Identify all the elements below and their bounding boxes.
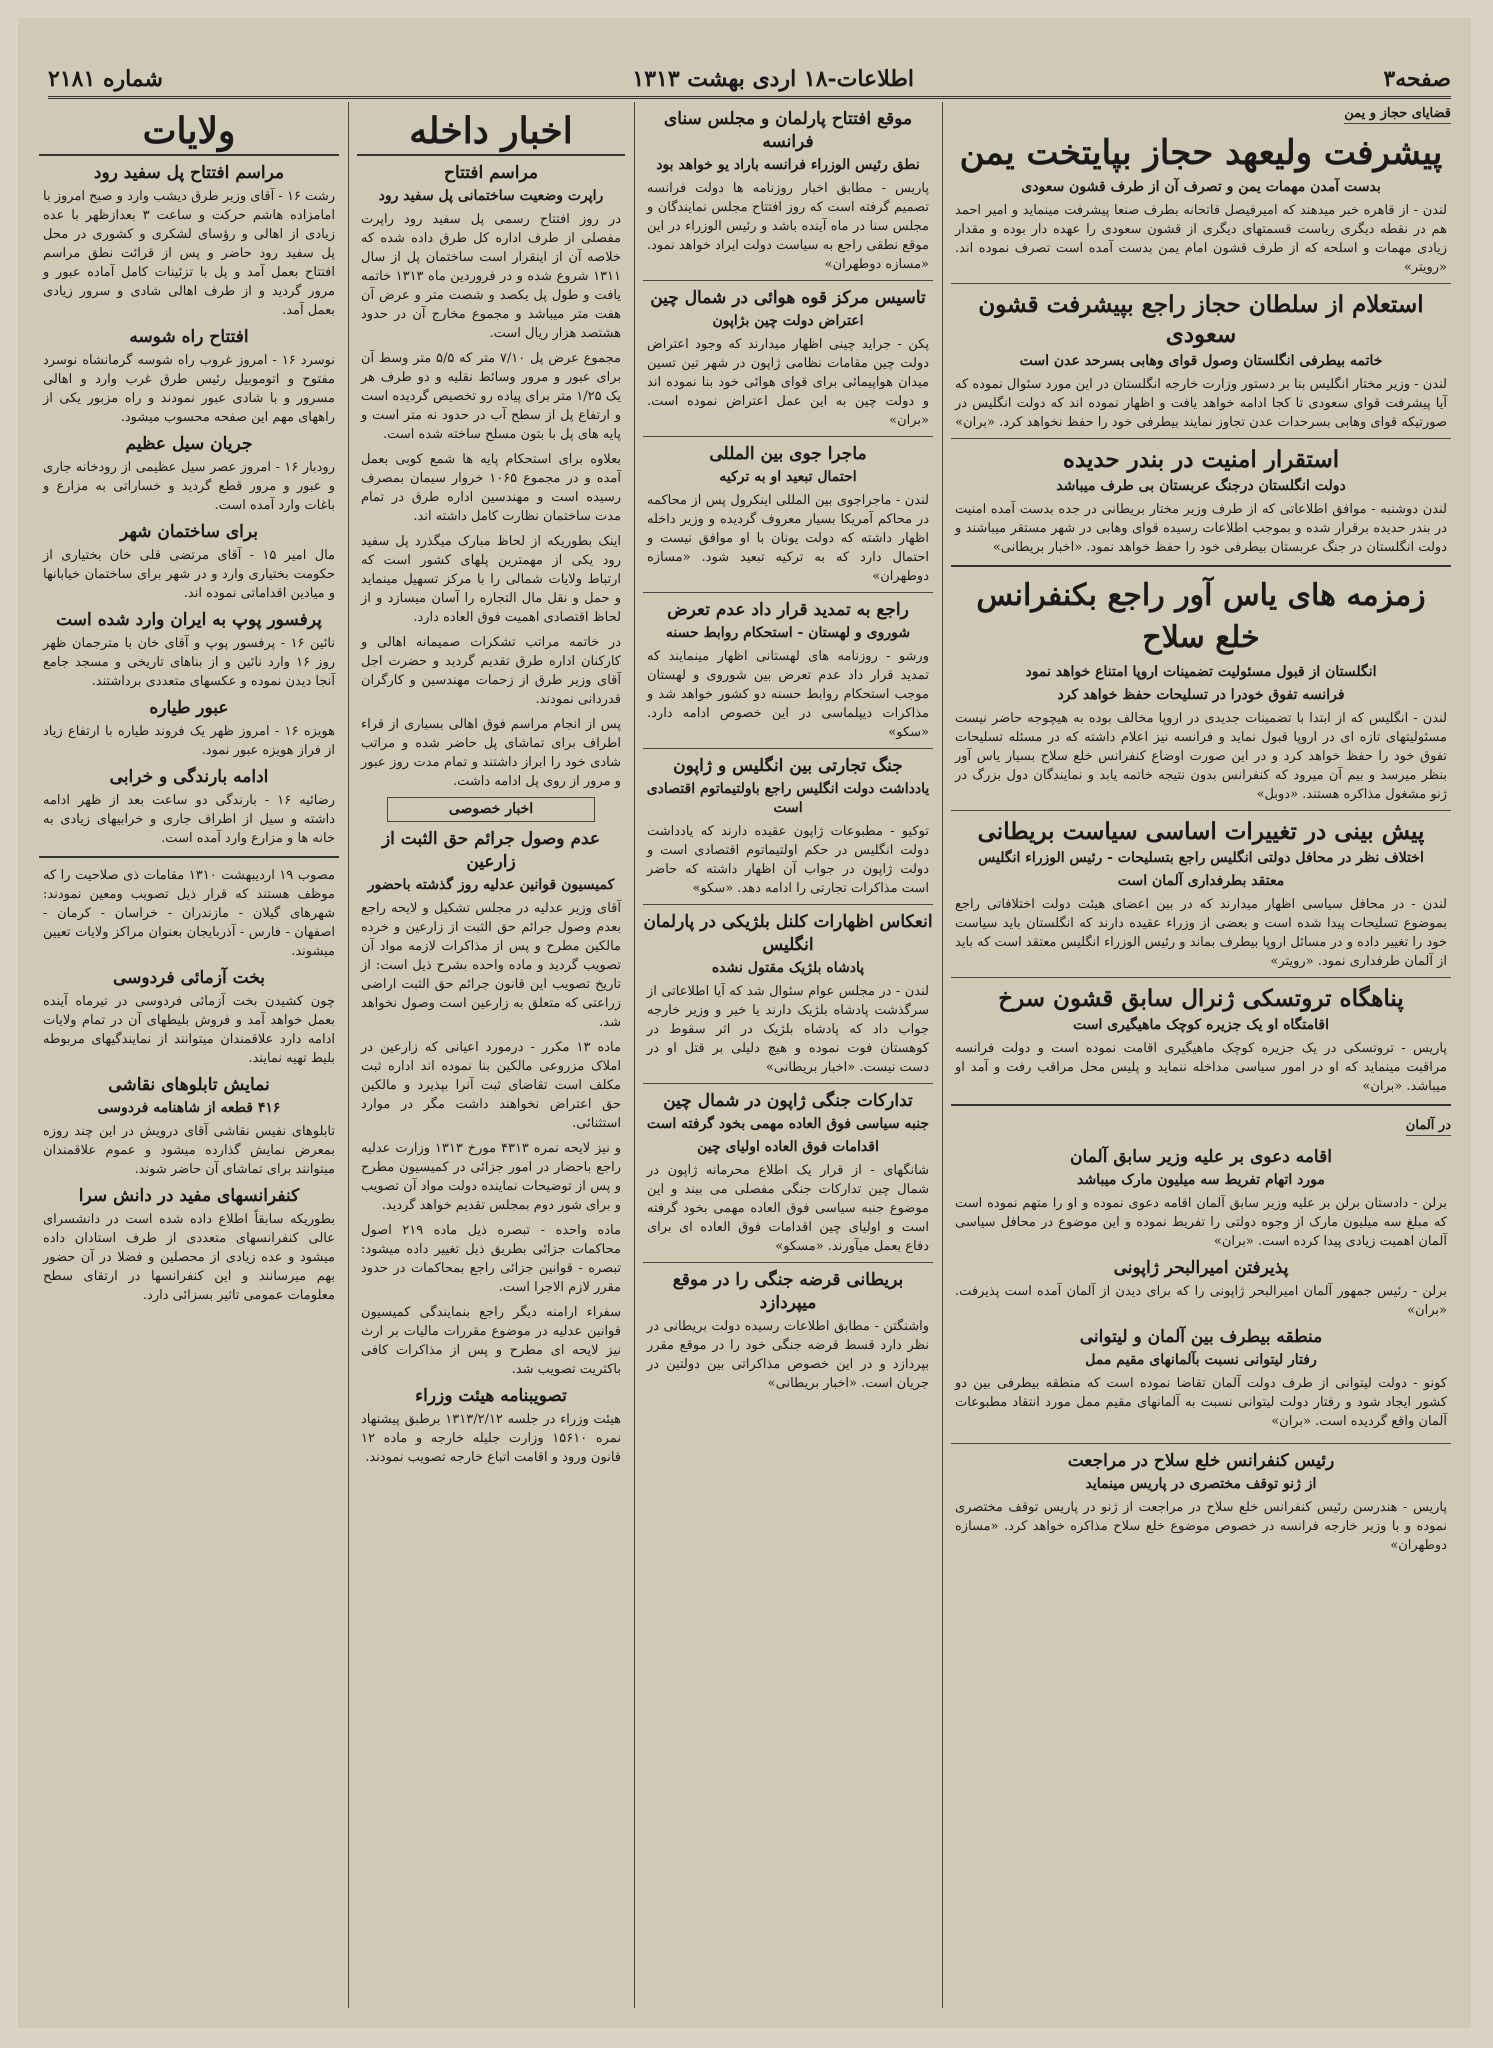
article-body: نوسرد ۱۶ - امروز غروب راه شوسه گرمانشاه نوسرد مفتوح و اتوموبیل رئیس طرق غرب وارد و اهالی مسرور و با شادی عبور نمودند و راه مزبور یکی از راههای مهم این صفحه محسوب میشود. [43, 353, 335, 425]
article-body: رشت ۱۶ - آقای وزیر طرق دیشب وارد و صبح امروز با امامزاده هاشم حرکت و ساعت ۳ بعدازظهر با عده زیادی از اهالی و رؤسای لشکری و کشوری در محل پل سفید رود حاضر و پس از قرائت نطق مراسم افتتاح بعمل آمد و پل با تزئینات کامل آماده عبور و مرور گردید و از طرف اهالی شادی و سرور زیادی بعمل آمد. [43, 189, 335, 318]
column-domestic-news [357, 102, 625, 2008]
article-headline: جنگ تجارتی بین انگلیس و ژاپون [673, 756, 903, 776]
column-provinces [39, 102, 339, 2008]
article-body: توکیو - مطبوعات ژاپون عقیده دارند که یادداشت دولت انگلیس در حکم اولتیماتوم اقتصادی است و دولت ژاپون در جواب آن اظهار داشته که حاضر است مذاکرات تجارتی را ادامه دهد. «سکو» [647, 824, 929, 896]
article-headline: جریان سیل عظیم [125, 434, 253, 454]
article-headline: نمایش تابلوهای نقاشی [108, 1075, 270, 1095]
article-subheadline: کمیسیون قوانین عدلیه روز گذشته باحضور [367, 877, 615, 893]
article-headline: عبور طیاره [149, 698, 229, 718]
article-body: لندن - در مجلس عوام سئوال شد که آیا اطلاعاتی از سرگذشت پادشاه بلژیک دارند یا خیر و وزیر خارجه جواب داد که پادشاه بلژیک در اثر سقوط در کوهستان فوت نموده و هیچ دلیلی بر قتل او در دست نیست. «اخبار بریطانی» [647, 984, 929, 1075]
article-headline: برای ساختمان شهر [120, 522, 258, 542]
article-body: در روز افتتاح رسمی پل سفید رود راپرت مفصلی از طرف اداره کل طرق داده شده که خلاصه آن از اینقرار است ساختمان پل از سال ۱۳۱۱ شروع شده و در فروردین ماه ۱۳۱۳ خاتمه یافت و طول پل یکصد و شصت متر و عرض آن هفت متر میباشد و مجموع مخارج آن در حدود هشتصد هزار ریال است. [361, 212, 621, 341]
article-headline: بخت آزمائی فردوسی [112, 968, 266, 988]
article-subheadline: جنبه سیاسی فوق العاده مهمی بخود گرفته است [646, 1116, 930, 1132]
article-body: شانگهای - از قرار یک اطلاع محرمانه ژاپون در شمال چین تدارکات جنگی مفصلی می بیند و این موضوع جنبه سیاسی فوق العاده مهمی بخود گرفته است و اولیای چین اقدامات فوق العاده ای برای دفاع بعمل میآورند. «مسکو» [647, 1163, 929, 1254]
lead-subheadline: بدست آمدن مهمات یمن و تصرف آن از طرف قشون سعودی [1021, 179, 1381, 195]
article-headline: بریطانی قرضه جنگی را در موقع میپردازد [672, 1270, 904, 1313]
article-body: چون کشیدن بخت آزمائی فردوسی در تیرماه آینده بعمل خواهد آمد و فروش بلیطهای آن در تمام ولایات ادامه دارد علاقمندان میتوانند از نمایندگیهای مربوطه بلیط تهیه نمایند. [43, 994, 335, 1066]
article-subheadline: احتمال تبعید او به ترکیه [719, 469, 857, 485]
article-subheadline: ۴۱۶ قطعه از شاهنامه فردوسی [97, 1100, 281, 1116]
article-headline: تصویبنامه هیئت وزراء [415, 1386, 567, 1406]
article-body: پاریس - مطابق اخبار روزنامه ها دولت فرانسه تصمیم گرفته است که روز افتتاح مجلس نمایندگان و مجلس سنا در ماه آینده باشد و رئیس الوزراء در این موقع نطقی راجع به سیاست دولت ایراد خواهد نمود. «مسازه دوطهران» [647, 181, 929, 272]
article-body: ماده ۱۳ مکرر - درمورد اعیانی که زارعین در املاک مزروعی مالکین بنا نموده اند اداره ثبت مکلف است تقاضای ثبت آنرا بپذیرد و مالکین حق اعتراض نخواهند داشت مگر در موارد استثنائی. [361, 1040, 621, 1131]
article-body: برلن - دادستان برلن بر علیه وزیر سابق آلمان اقامه دعوی نموده و او را متهم نموده است که مبلغ سه میلیون مارک از وجوه دولتی را تفریط نموده و این موضوع در محافل سیاسی آلمان اهمیت زیادی پیدا کرده است. «بران» [955, 1196, 1447, 1249]
article-body: پس از انجام مراسم فوق اهالی بسیاری از قراء اطراف برای تماشای پل حاضر شده و مراتب شادی خود را ابراز داشتند و تمام مدت روز عبور و مرور از روی پل ادامه داشت. [361, 717, 621, 789]
page-number: صفحه۳ [1383, 66, 1451, 92]
article-headline: استقرار امنیت در بندر حدیده [1062, 446, 1340, 473]
article-headline: پرفسور پوپ به ایران وارد شده است [56, 610, 322, 630]
article-body: هیئت وزراء در جلسه ۱۳۱۳/۲/۱۲ برطبق پیشنهاد نمره ۱۵۶۱۰ وزارت جلیله خارجه و ماده ۱۲ قانون ورود و اقامت اتباع خارجه تصویب نمودند. [361, 1412, 621, 1465]
article-subheadline: فرانسه تفوق خودرا در تسلیحات حفظ خواهد کرد [1057, 687, 1345, 703]
column-world-news [643, 102, 933, 2008]
page-header [48, 56, 1451, 99]
article-body: نائین ۱۶ - پرفسور پوپ و آقای خان با مترجمان ظهر روز ۱۶ وارد نائین و از بناهای تاریخی و مسجد جامع آنجا دیدن نموده و عکسهای متعددی برداشتند. [43, 636, 336, 689]
article-headline: موقع افتتاح پارلمان و مجلس سنای فرانسه [663, 109, 913, 152]
article-headline: ماجرا جوی بین المللی [709, 444, 867, 464]
article-headline: پذیرفتن امیرالبحر ژاپونی [1113, 1258, 1289, 1278]
article-subheadline: رفتار لیتوانی نسبت بآلمانهای مقیم ممل [1085, 1352, 1317, 1368]
article-subheadline: مورد اتهام تفریط سه میلیون مارک میباشد [1077, 1172, 1325, 1188]
article-body: پکن - جراید چینی اظهار میدارند که وجود اعتراض دولت چین مقامات نظامی ژاپون در شهر تین تسین میدان هواپیمائی برای قوای هوائی خود بنا نموده اند و دولت چین به این عمل اعتراض نموده است. «بران» [647, 337, 929, 428]
article-headline: راجع به تمدید قرار داد عدم تعرض [667, 600, 909, 620]
article-body: لندن - وزیر مختار انگلیس بنا بر دستور وزارت خارجه انگلستان در این مورد سئوال نموده که آیا پیشرفت قوای سعودی تا کجا ادامه خواهد یافت و اظهار نموده اند که دولت انگلیس در صورتیکه قوای وهابی بسرحدات عدن تجاوز نمایند بیطرفی خود را حفظ نخواهد کرد. «بران» [955, 377, 1447, 430]
article-headline: رئیس کنفرانس خلع سلاح در مراجعت [1067, 1451, 1335, 1471]
article-body: لندن - در محافل سیاسی اظهار میدارند که در بین اعضای هیئت دولت اختلافاتی راجع بموضوع تسلیحات پیدا شده است و بعضی از وزراء عقیده دارند که انگلستان باید سیاست خود را تغییر داده و در مسائل اروپا بیطرف بماند و رئیس الوزراء انگلیس معتقد است که باید از آلمان طرفداری نمود. «رویتر» [955, 897, 1448, 969]
article-body: لندن - از قاهره خبر میدهند که امیرفیصل فاتحانه بطرف صنعا پیشرفت مینماید و امیر احمد هم در نقطه دیگری ریاست قسمتهای دیگری از قشون سعودی را عهده دار بوده و مقدار زیادی مهمات و اسلحه که از طرف قشون امام یمن بدست آمده است تصرف نموده اند. «رویتر» [955, 203, 1447, 275]
article-body: پاریس - هندرسن رئیس کنفرانس خلع سلاح در مراجعت از ژنو در پاریس توقف مختصری نموده و با وزیر خارجه فرانسه در خصوص موضوع خلع سلاح مذاکره خواهد کرد. «مسازه دوطهران» [955, 1500, 1447, 1553]
article-subheadline: دولت انگلستان درجنگ عربستان بی طرف میباشد [1056, 478, 1346, 494]
article-body: و نیز لایحه نمره ۴۳۱۳ مورخ ۱۳۱۳ وزارت عدلیه راجع باحضار در امور جزائی در کمیسیون مطرح و پس از توضیحات نماینده دولت مواد آن تصویب و برای شور دوم بمجلس تقدیم خواهد گردید. [361, 1141, 621, 1213]
article-body: ورشو - روزنامه های لهستانی اظهار مینمایند که تمدید قرار داد عدم تعرض بین شوروی و لهستان موجب استحکام روابط حسنه دو کشور خواهد شد و مذاکرات دیپلماسی در این خصوص ادامه دارد. «سکو» [647, 649, 929, 740]
article-body: پاریس - تروتسکی در یک جزیره کوچک ماهیگیری اقامت نموده است و دولت فرانسه مراقبت مینماید که او در امور سیاسی مداخله ننماید و پلیس محل مراقب رفت و آمد او میباشد. «بران» [955, 1041, 1447, 1094]
article-subheadline: اعتراض دولت چین بژاپون [712, 313, 864, 329]
article-headline: منطقه بیطرف بین آلمان و لیتوانی [1079, 1327, 1323, 1347]
article-body: در خاتمه مراتب تشکرات صمیمانه اهالی و کارکنان اداره طرق تقدیم گردید و حضرت اجل آقای وزیر طرق از زحمات مهندسین و کارگران قدردانی نمودند. [361, 635, 621, 707]
article-subheadline: پادشاه بلژیک مقتول نشده [711, 960, 865, 976]
article-headline: استعلام از سلطان حجاز راجع بپیشرفت قشون سعودی [978, 291, 1424, 348]
article-subheadline: انگلستان از قبول مسئولیت تضمینات اروپا امتناع خواهد نمود [1025, 664, 1377, 680]
article-headline: مراسم افتتاح [444, 163, 538, 183]
article-headline: اقامه دعوی بر علیه وزیر سابق آلمان [1070, 1147, 1332, 1167]
article-body: بعلاوه برای استحکام پایه ها شمع کوبی بعمل آمده و در مجموع ۱۰۶۵ خروار سیمان بمصرف رسیده است و مهندسین اداره طرق در تمام مدت ساختمان نظارت کامل داشته اند. [361, 452, 622, 524]
article-body: کونو - دولت لیتوانی از طرف دولت آلمان تقاضا نموده است که منطقه بیطرفی بین دو کشور ایجاد شود و رفتار دولت لیتوانی نسبت به آلمانهای مقیم ممل مورد انتقاد مطبوعات آلمان واقع گردیده است. «بران» [955, 1376, 1447, 1429]
section-title: اخبار خصوصی [387, 797, 595, 822]
lead-headline: پیشرفت ولیعهد حجاز بپایتخت یمن [959, 133, 1443, 173]
dateline: اطلاعات-۱۸ اردی بهشت ۱۳۱۳ [632, 66, 914, 92]
article-body: تابلوهای نفیس نقاشی آقای درویش در این چند روزه بمعرض نمایش گذارده میشود و عموم علاقمندان میتوانند برای تماشای آن حاضر شوند. [43, 1124, 335, 1177]
article-body: لندن - انگلیس که از ابتدا با تضمینات جدیدی در اروپا مخالف بوده به هیچوجه حاضر نیست مسئولیتهای تازه ای در اروپا قبول نماید و فرانسه نیز اعلام داشته که در مسئله تسلیحات تفوق خود را حفظ خواهد کرد و در این صورت اوضاع کنفرانس خلع سلاح بسیار یاس آور بنظر میرسد و بیم آن میرود که کنفرانس بدون نتیجه خاتمه یابد و نمایندگان دول بزرگ در ژنو مشغول مذاکره هستند. «دوبل» [955, 711, 1447, 802]
article-subheadline: شوروی و لهستان - استحکام روابط حسنه [665, 625, 911, 641]
section-masthead: اخبار داخله [357, 108, 625, 156]
article-headline: پناهگاه تروتسکی ژنرال سابق قشون سرخ [998, 985, 1404, 1012]
article-headline: انعکاس اظهارات کلنل بلژیکی در پارلمان انگلیس [643, 912, 933, 955]
article-subheadline: یادداشت دولت انگلیس راجع باولتیماتوم اقتصادی است [646, 781, 930, 816]
column-foreign-news [951, 102, 1451, 2008]
issue-number: شماره ۲۱۸۱ [48, 66, 163, 92]
article-body: سفراء ارامنه دیگر راجع بنمایندگی کمیسیون قوانین عدلیه در موضوع مقررات مالیات بر ارث نیز لایحه ای مطرح و پس از مذاکرات کافی باکثریت تصویب شد. [361, 1305, 621, 1377]
article-headline: کنفرانسهای مفید در دانش سرا [78, 1186, 300, 1206]
section-kicker: قضایای حجاز و یمن [1344, 104, 1451, 124]
article-subheadline: خاتمه بیطرفی انگلستان وصول قوای وهابی بسرحد عدن است [1019, 353, 1383, 369]
article-body: آقای وزیر عدلیه در مجلس تشکیل و لایحه راجع بعدم وصول جرائم حق الثبت از زارعین و خرده مالکین مطرح و پس از مذاکرات لازمه مواد آن تصویب گردید و ماده واحده بشرح ذیل است: از تاریخ تصویب این قانون جرائم حق الثبت اراضی زراعتی که متعلق به زارعین است وصول نخواهد شد. [361, 901, 621, 1030]
article-body: برلن - رئیس جمهور آلمان امیرالبحر ژاپونی را که برای دیدن از آلمان آمده است پذیرفت. «بران» [955, 1284, 1447, 1318]
article-body: لندن - ماجراجوی بین المللی اینکرول پس از محاکمه در محاکم آمریکا بسیار معروف گردیده و وزیر داخله اظهار داشته که دولت یونان با او موافق نیست و احتمال دارد که به ترکیه تبعید شود. «مسازه دوطهران» [647, 493, 929, 584]
article-body: لندن دوشنبه - موافق اطلاعاتی که از طرف وزیر مختار بریطانی در جده بدست آمده امنیت در بندر حدیده برقرار شده و بموجب اطلاعات رسیده قوای وهابی در شهر مستقر میباشند و دولت انگلستان در جنگ عربستان بیطرفی خود را حفظ خواهد نمود. «اخبار بریطانی» [955, 502, 1447, 555]
article-headline: تاسیس مرکز قوه هوائی در شمال چین [650, 288, 926, 308]
article-subheadline: اختلاف نظر در محافل دولتی انگلیس راجع بتسلیحات - رئیس الوزراء انگلیس [978, 850, 1424, 866]
article-body: بطوریکه سابقاً اطلاع داده شده است در دانشسرای عالی کنفرانسهای متعددی از طرف استادان داده میشود و عده زیادی از محصلین و فضلا در آن حضور بهم میرسانند و این کنفرانسها در ارتقای سطح معلومات عمومی تاثیر بسزائی دارد. [43, 1212, 335, 1303]
article-body: رودبار ۱۶ - امروز عصر سیل عظیمی از رودخانه جاری و عبور و مرور قطع گردید و خساراتی به مزارع و باغات وارد آمده است. [43, 460, 335, 513]
article-subheadline: از ژنو توقف مختصری در پاریس مینماید [1085, 1476, 1317, 1492]
article-subheadline: اقدامات فوق العاده اولیای چین [697, 1139, 879, 1155]
article-headline: تدارکات جنگی ژاپون در شمال چین [663, 1091, 913, 1111]
article-headline: افتتاح راه شوسه [129, 327, 249, 347]
article-body: ماده واحده - تبصره ذیل ماده ۲۱۹ اصول محاکمات جزائی بطریق ذیل تغییر داده میشود: تبصره - قوانین جزائی راجع بمحاکمات در حدود مقرر لازم الاجرا است. [361, 1223, 621, 1295]
section-kicker: در آلمان [1406, 1116, 1451, 1136]
article-body: رضائیه ۱۶ - بارندگی دو ساعت بعد از ظهر ادامه داشته و سیل از اطراف جاری و خرابیهای زیادی به خانه ها و مزارع وارد آمده است. [43, 793, 336, 846]
section-masthead: ولایات [39, 108, 339, 156]
article-subheadline: اقامتگاه او یک جزیره کوچک ماهیگیری است [1072, 1017, 1330, 1033]
article-body: واشنگتن - مطابق اطلاعات رسیده دولت بریطانی در نظر دارد قسط قرضه جنگی خود را در موقع مقرر بپردازد و در این خصوص مذاکراتی بین دولتین در جریان است. «اخبار بریطانی» [647, 1319, 929, 1391]
article-subheadline: معتقد بطرفداری آلمان است [1117, 873, 1285, 889]
article-body: مال امیر ۱۵ - آقای مرتضی قلی خان بختیاری از حکومت بختیاری وارد و در شهر برای ساختمان خیابانها و میادین اقداماتی نموده اند. [43, 548, 336, 601]
article-body: اینک بطوریکه از لحاظ مبارک میگذرد پل سفید رود یکی از مهمترین پلهای کشور است که ارتباط ولایات شمالی را با مرکز تسهیل مینماید و حمل و نقل مال التجاره را آسان میسازد و از لحاظ اقتصادی اهمیت فوق العاده دارد. [361, 534, 621, 625]
article-body: مصوب ۱۹ اردیبهشت ۱۳۱۰ مقامات ذی صلاحیت را که موظف هستند که قرار ذیل تصویب ومعین نمودند: شهرهای گیلان - مازندران - خراسان - کرمان - اصفهان - فارس - آذربایجان بعنوان مراکز ولایات تعیین میشوند. [43, 868, 336, 959]
article-headline: زمزمه های یاس آور راجع بکنفرانس خلع سلاح [976, 578, 1426, 655]
article-headline: مراسم افتتاح پل سفید رود [93, 163, 285, 183]
article-headline: پیش بینی در تغییرات اساسی سیاست بریطانی [977, 818, 1425, 845]
article-headline: عدم وصول جرائم حق الثبت از زارعین [381, 829, 601, 872]
article-subheadline: راپرت وضعیت ساختمانی پل سفید رود [378, 188, 604, 204]
newspaper-page [18, 18, 1471, 2028]
article-subheadline: نطق رئیس الوزراء فرانسه باراد یو خواهد بود [656, 157, 920, 173]
article-body: هویزه ۱۶ - امروز ظهر یک فروند طیاره با ارتفاع زیاد از فراز هویزه عبور نمود. [43, 724, 335, 758]
article-headline: ادامه بارندگی و خرابی [109, 767, 269, 787]
article-body: مجموع عرض پل ۷/۱۰ متر که ۵/۵ متر وسط آن برای عبور و مرور وسائط نقلیه و دو طرف هر یک ۱/۲۵ متر برای پیاده رو تخصیص گردیده است و ارتفاع پل از سطح آب در حدود نه متر است و پایه های پل با بتون مسلح ساخته شده است. [361, 351, 622, 442]
